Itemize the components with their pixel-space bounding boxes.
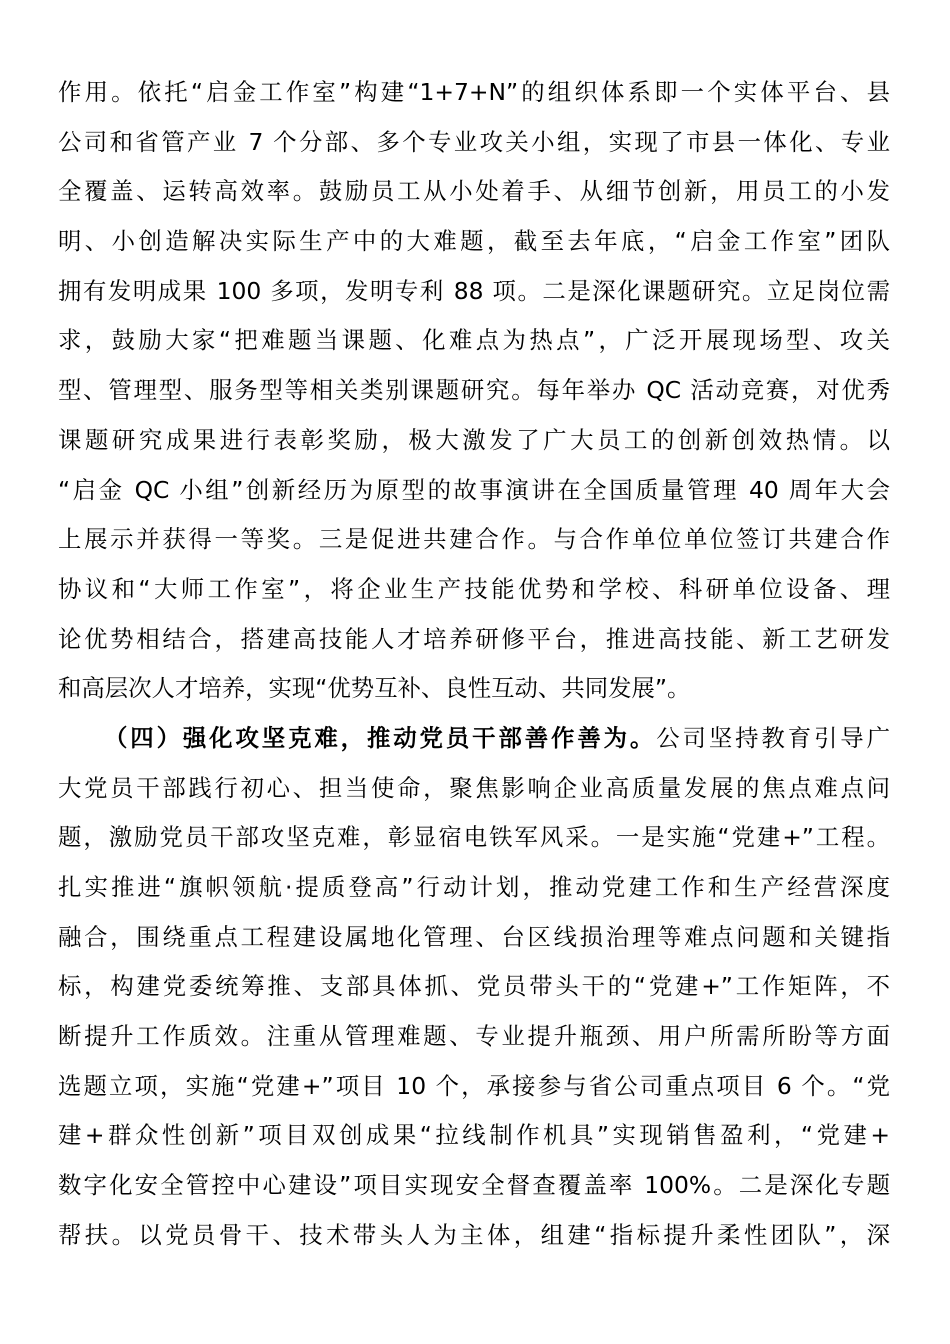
section-line-7: 选题立项，实施“党建+”项目 10 个，承接参与省公司重点项目 6 个。“党 [58, 1071, 890, 1100]
section-first-line [58, 714, 890, 764]
section-line-3: 扎实推进“旗帜领航·提质登高”行动计划，推动党建工作和生产经营深度 [58, 873, 890, 901]
text-line-9: “启金 QC 小组”创新经历为原型的故事演讲在全国质量管理 40 周年大会 [58, 475, 890, 504]
section-line-2: 题，激励党员干部攻坚克难，彰显宿电铁军风采。一是实施“党建+”工程。 [58, 823, 890, 852]
text-line-4: 明、小创造解决实际生产中的大难题，截至去年底，“启金工作室”团队 [58, 227, 890, 256]
section-line-5: 标，构建党委统筹推、支部具体抓、党员带头干的“党建+”工作矩阵，不 [58, 972, 890, 1001]
section-line-10: 帮扶。以党员骨干、技术带头人为主体，组建“指标提升柔性团队”，深 [58, 1220, 890, 1249]
text-line-6: 求，鼓励大家“把难题当课题、化难点为热点”，广泛开展现场型、攻关 [58, 326, 890, 355]
text-line-8: 课题研究成果进行表彰奖励，极大激发了广大员工的创新创效热情。以 [58, 425, 890, 454]
text-line-12: 论优势相结合，搭建高技能人才培养研修平台，推进高技能、新工艺研发 [58, 624, 890, 653]
section-line-8: 建+群众性创新”项目双创成果“拉线制作机具”实现销售盈利，“党建+ [58, 1121, 890, 1150]
text-line-3: 全覆盖、运转高效率。鼓励员工从小处着手、从细节创新，用员工的小发 [58, 177, 890, 206]
text-line-7: 型、管理型、服务型等相关类别课题研究。每年举办 QC 活动竞赛，对优秀 [58, 376, 890, 405]
section-heading: （四）强化攻坚克难，推动党员干部善作善为。 [104, 723, 657, 752]
section-line-6: 断提升工作质效。注重从管理难题、专业提升瓶颈、用户所需所盼等方面 [58, 1022, 890, 1051]
text-line-5: 拥有发明成果 100 多项，发明专利 88 项。二是深化课题研究。立足岗位需 [58, 276, 890, 305]
text-line-11: 协议和“大师工作室”，将企业生产技能优势和学校、科研单位设备、理 [58, 574, 890, 603]
text-line-10: 上展示并获得一等奖。三是促进共建合作。与合作单位单位签订共建合作 [58, 525, 890, 554]
text-line-13: 和高层次人才培养，实现“优势互补、良性互动、共同发展”。 [58, 674, 691, 703]
section-line-4: 融合，围绕重点工程建设属地化管理、台区线损治理等难点问题和关键指 [58, 922, 890, 951]
section-line-1: 大党员干部践行初心、担当使命，聚焦影响企业高质量发展的焦点难点问 [58, 773, 890, 802]
text-line-1: 作用。依托“启金工作室”构建“1+7+N”的组织体系即一个实体平台、县 [58, 78, 890, 106]
text-line-2: 公司和省管产业 7 个分部、多个专业攻关小组，实现了市县一体化、专业 [58, 127, 890, 156]
section-first-line-rest: 公司坚持教育引导广 [656, 723, 890, 752]
section-line-9: 数字化安全管控中心建设”项目实现安全督查覆盖率 100%。二是深化专题 [58, 1171, 890, 1200]
body-text [58, 68, 890, 1261]
